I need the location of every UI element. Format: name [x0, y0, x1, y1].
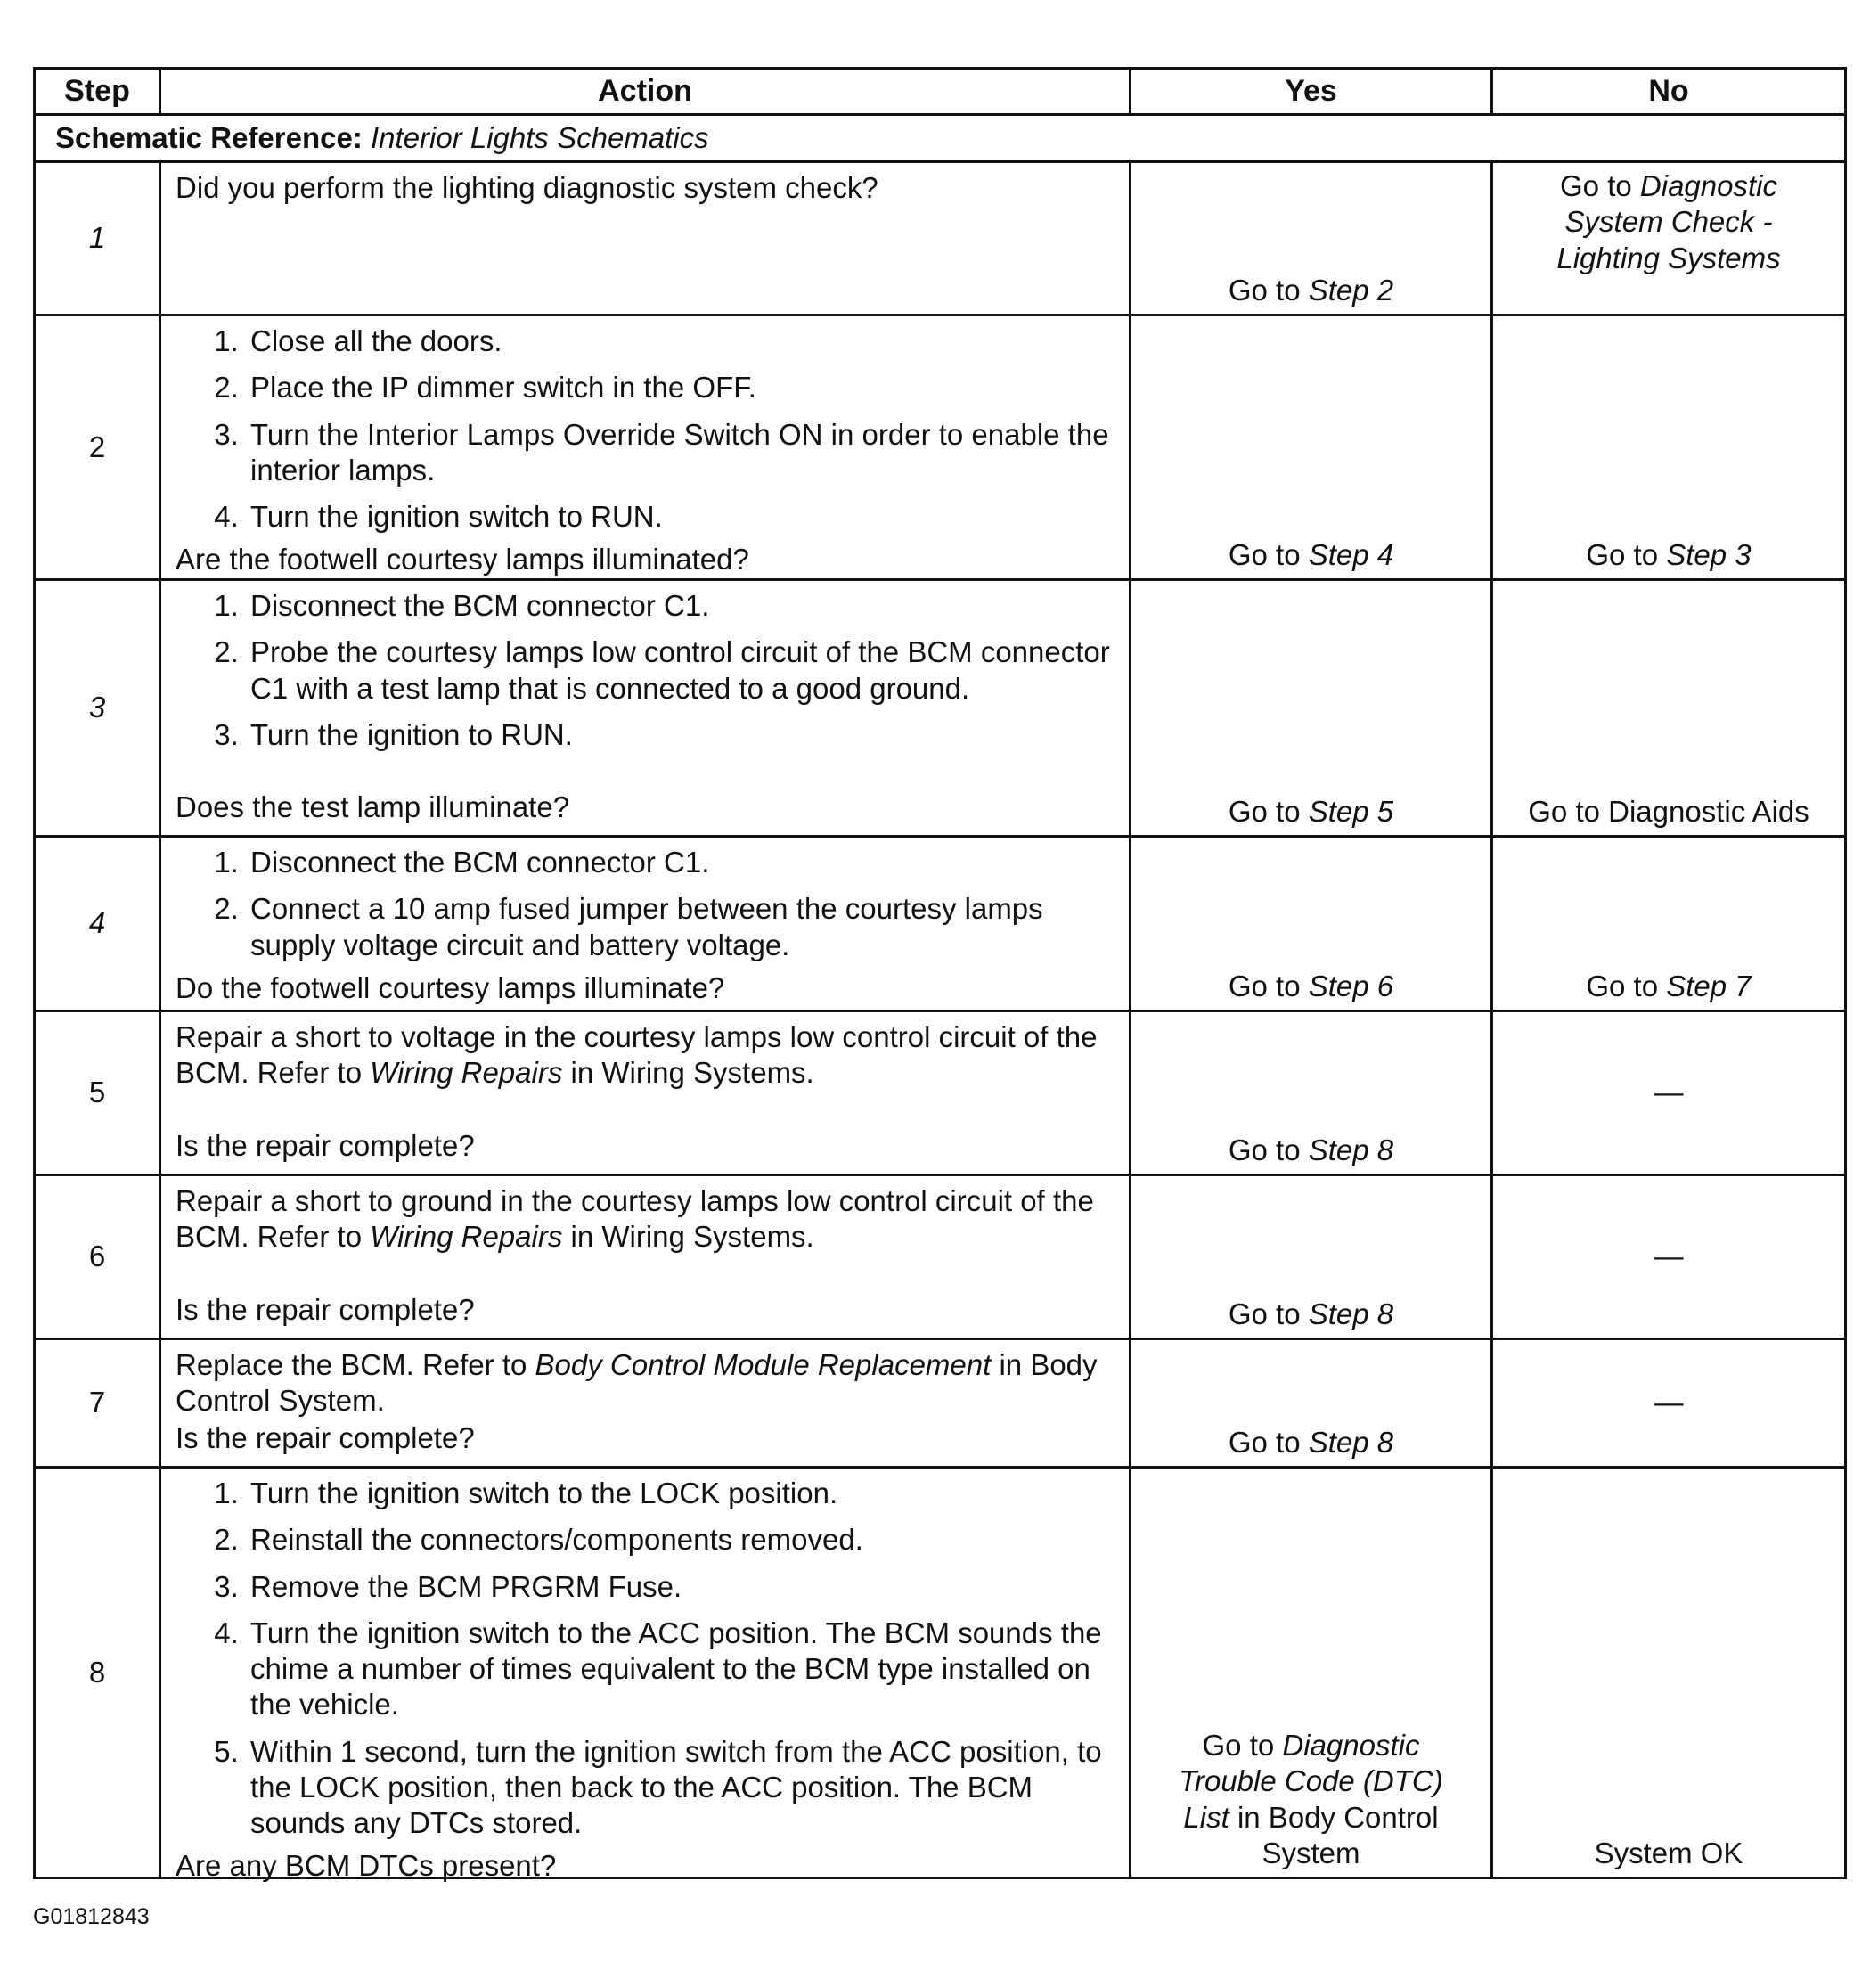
- yes-outcome: [1131, 1469, 1490, 1877]
- action-text-end: in Body Control System.: [176, 1348, 1098, 1418]
- yes-outcome-link[interactable]: Step 8: [1308, 1297, 1394, 1330]
- action-list-item: 1. Close all the doors.: [247, 323, 1113, 359]
- action-question: Does the test lamp illuminate?: [176, 789, 570, 823]
- yes-outcome-link[interactable]: Diagnostic Trouble Code (DTC) List: [1179, 1729, 1443, 1834]
- action-cell: [160, 580, 1131, 837]
- action-content: [176, 1183, 1113, 1328]
- no-outcome: [1493, 1469, 1844, 1877]
- step-row-6: [35, 1175, 1846, 1339]
- step-row-2: [35, 315, 1846, 580]
- action-text-start: Replace the BCM. Refer to: [176, 1348, 535, 1381]
- no-cell: [1492, 315, 1846, 580]
- step-row-1: [35, 162, 1846, 315]
- step-number: 5: [35, 1011, 160, 1175]
- yes-cell: [1131, 580, 1492, 837]
- yes-outcome-text: Go to: [1228, 1133, 1309, 1166]
- no-cell: [1492, 1468, 1846, 1878]
- action-list-item: 1. Turn the ignition switch to the LOCK position.: [247, 1476, 1113, 1511]
- step-number: 4: [35, 837, 160, 1011]
- action-list-item: 3. Remove the BCM PRGRM Fuse.: [247, 1569, 1113, 1605]
- no-outcome-text: —: [1654, 1076, 1684, 1109]
- action-cell: [160, 1175, 1131, 1339]
- yes-outcome-text: [1140, 537, 1482, 573]
- yes-cell: [1131, 837, 1492, 1011]
- yes-outcome-text: [1140, 794, 1482, 830]
- no-cell: [1492, 162, 1846, 315]
- action-question: Do the footwell courtesy lamps illuminate?: [176, 970, 725, 1004]
- action-text: [176, 1019, 1113, 1092]
- yes-outcome-text: [1140, 1728, 1482, 1871]
- yes-outcome-text: [1140, 1425, 1482, 1460]
- no-outcome: [1493, 1012, 1844, 1174]
- no-outcome-text: Go to: [1560, 169, 1640, 202]
- action-list: [176, 1476, 1113, 1841]
- action-list-item: 1. Disconnect the BCM connector C1.: [247, 588, 1113, 624]
- no-cell: [1492, 580, 1846, 837]
- yes-outcome-link[interactable]: Step 8: [1308, 1425, 1394, 1459]
- diagnostic-table: [33, 67, 1847, 1883]
- yes-outcome-text: [1140, 273, 1482, 308]
- yes-outcome-text-after: in Body Control System: [1229, 1800, 1439, 1869]
- schematic-reference-label: Schematic Reference:: [55, 120, 363, 154]
- yes-cell: [1131, 1339, 1492, 1468]
- action-list-item: 4. Turn the ignition switch to RUN.: [247, 499, 1113, 535]
- schematic-reference-link: Interior Lights Schematics: [371, 120, 709, 154]
- yes-cell: [1131, 315, 1492, 580]
- action-cell: [160, 1339, 1131, 1468]
- no-outcome-text: —: [1654, 1239, 1684, 1273]
- no-cell: [1492, 1339, 1846, 1468]
- yes-outcome: [1131, 163, 1490, 314]
- action-top: [176, 1476, 1113, 1848]
- action-question: Is the repair complete?: [176, 1128, 475, 1162]
- action-text: [176, 170, 1113, 206]
- action-top: [176, 323, 1113, 542]
- action-question: Are the footwell courtesy lamps illuminated?: [176, 543, 749, 577]
- action-list-item: 1. Disconnect the BCM connector C1.: [247, 845, 1113, 880]
- action-question: Is the repair complete?: [176, 1420, 475, 1454]
- step-row-7: [35, 1339, 1846, 1468]
- action-list: [176, 323, 1113, 535]
- action-list: [176, 588, 1113, 753]
- no-outcome-text: [1502, 969, 1835, 1004]
- no-outcome-text: Go to Diagnostic Aids: [1528, 794, 1809, 828]
- header-step: Step: [35, 69, 160, 115]
- yes-cell: [1131, 1011, 1492, 1175]
- action-content: [176, 1476, 1113, 1883]
- yes-outcome: [1131, 581, 1490, 835]
- action-content: [176, 170, 1113, 304]
- no-outcome-text: [1502, 794, 1835, 830]
- action-content: [176, 588, 1113, 825]
- yes-outcome-text: Go to: [1228, 794, 1309, 828]
- action-top: [176, 170, 1113, 206]
- yes-outcome-text: Go to: [1228, 537, 1309, 571]
- action-question: Are any BCM DTCs present?: [176, 1849, 557, 1883]
- yes-outcome: [1131, 838, 1490, 1010]
- no-outcome-link[interactable]: Diagnostic System Check - Lighting Systems: [1556, 169, 1781, 274]
- yes-cell: [1131, 1468, 1492, 1878]
- header-row: [35, 69, 1846, 115]
- action-list-item: 4. Turn the ignition switch to the ACC position. The BCM sounds the chime a number of times equivalent to the BCM type installed on the vehicle.: [247, 1616, 1113, 1723]
- action-reference-link[interactable]: Body Control Module Replacement: [535, 1348, 992, 1381]
- no-outcome-text: [1502, 1385, 1835, 1420]
- yes-outcome: [1131, 1012, 1490, 1174]
- no-outcome: [1493, 163, 1844, 314]
- no-outcome: [1493, 838, 1844, 1010]
- action-text-start: Repair a short to ground in the courtesy lamps low control circuit of the BCM. Refer to: [176, 1184, 1094, 1254]
- header-yes: Yes: [1131, 69, 1492, 115]
- yes-outcome-text: [1140, 1297, 1482, 1332]
- yes-outcome-link[interactable]: Step 5: [1308, 794, 1394, 828]
- yes-outcome-text: Go to: [1202, 1729, 1283, 1762]
- yes-outcome-text: Go to: [1228, 273, 1309, 307]
- step-row-4: [35, 837, 1846, 1011]
- step-number: 1: [35, 162, 160, 315]
- step-number: 6: [35, 1175, 160, 1339]
- action-reference-link[interactable]: Wiring Repairs: [370, 1220, 563, 1254]
- action-list: [176, 845, 1113, 963]
- action-top: [176, 1019, 1113, 1092]
- action-question: Is the repair complete?: [176, 1292, 475, 1326]
- action-reference-link[interactable]: Wiring Repairs: [370, 1056, 563, 1090]
- step-row-3: [35, 580, 1846, 837]
- yes-outcome: [1131, 1340, 1490, 1466]
- no-outcome-text: [1502, 1075, 1835, 1110]
- action-text: [176, 1183, 1113, 1256]
- action-content: [176, 323, 1113, 577]
- no-outcome: [1493, 581, 1844, 835]
- step-number: 3: [35, 580, 160, 837]
- no-outcome-text: Go to: [1586, 537, 1667, 571]
- no-outcome-link[interactable]: Step 7: [1666, 969, 1752, 1002]
- yes-outcome-text: Go to: [1228, 969, 1309, 1002]
- figure-id: G01812843: [33, 1904, 150, 1929]
- no-outcome-text: System OK: [1594, 1836, 1743, 1869]
- yes-outcome: [1131, 1176, 1490, 1338]
- header-action: Action: [160, 69, 1131, 115]
- action-list-item: 3. Turn the Interior Lamps Override Switch ON in order to enable the interior lamps.: [247, 417, 1113, 489]
- action-cell: [160, 162, 1131, 315]
- action-cell: [160, 837, 1131, 1011]
- step-number: 7: [35, 1339, 160, 1468]
- no-outcome-link[interactable]: Step 3: [1666, 537, 1752, 571]
- action-list-item: 2. Reinstall the connectors/components removed.: [247, 1522, 1113, 1558]
- schematic-reference-row: [35, 115, 1846, 162]
- step-number: 2: [35, 315, 160, 580]
- yes-outcome-text: [1140, 1133, 1482, 1168]
- no-cell: [1492, 1175, 1846, 1339]
- action-cell: [160, 1468, 1131, 1883]
- no-outcome-text: Go to: [1586, 969, 1667, 1002]
- yes-outcome-link[interactable]: Step 4: [1308, 537, 1394, 571]
- no-outcome-text: [1502, 1239, 1835, 1274]
- no-outcome-text: [1502, 1836, 1835, 1871]
- yes-outcome-text: Go to: [1228, 1425, 1309, 1459]
- action-top: [176, 588, 1113, 760]
- no-outcome-text: [1502, 537, 1835, 573]
- action-cell: [160, 1011, 1131, 1175]
- action-list-item: 2. Place the IP dimmer switch in the OFF.: [247, 370, 1113, 405]
- action-text-start: Repair a short to voltage in the courtesy lamps low control circuit of the BCM. Refer to: [176, 1020, 1098, 1090]
- yes-cell: [1131, 162, 1492, 315]
- yes-outcome-link[interactable]: Step 2: [1308, 273, 1394, 307]
- action-text: [176, 1347, 1113, 1419]
- no-outcome-text: —: [1654, 1386, 1684, 1419]
- action-text-end: in Wiring Systems.: [562, 1220, 814, 1254]
- action-text-start: Did you perform the lighting diagnostic system check?: [176, 171, 878, 204]
- action-cell: [160, 315, 1131, 580]
- yes-outcome: [1131, 316, 1490, 578]
- step-row-8: [35, 1468, 1846, 1878]
- action-list-item: 5. Within 1 second, turn the ignition switch from the ACC position, to the LOCK position, then back to the ACC position. The BCM sounds any DTCs stored.: [247, 1734, 1113, 1842]
- no-outcome: [1493, 1340, 1844, 1466]
- no-cell: [1492, 837, 1846, 1011]
- yes-outcome-link[interactable]: Step 6: [1308, 969, 1394, 1002]
- action-list-item: 2. Connect a 10 amp fused jumper between the courtesy lamps supply voltage circuit and battery voltage.: [247, 891, 1113, 963]
- yes-outcome-link[interactable]: Step 8: [1308, 1133, 1394, 1166]
- action-top: [176, 1183, 1113, 1256]
- yes-outcome-text: [1140, 969, 1482, 1004]
- yes-outcome-text: Go to: [1228, 1297, 1309, 1330]
- no-cell: [1492, 1011, 1846, 1175]
- yes-cell: [1131, 1175, 1492, 1339]
- no-outcome: [1493, 1176, 1844, 1338]
- header-no: No: [1492, 69, 1846, 115]
- action-list-item: 3. Turn the ignition to RUN.: [247, 717, 1113, 753]
- action-content: [176, 1347, 1113, 1456]
- step-number: 8: [35, 1468, 160, 1878]
- action-content: [176, 1019, 1113, 1164]
- schematic-reference: [35, 115, 1846, 162]
- action-list-item: 2. Probe the courtesy lamps low control circuit of the BCM connector C1 with a test lamp that is connected to a good ground.: [247, 634, 1113, 707]
- step-row-5: [35, 1011, 1846, 1175]
- action-top: [176, 845, 1113, 970]
- action-text-end: in Wiring Systems.: [562, 1056, 814, 1090]
- no-outcome-text: [1502, 168, 1835, 276]
- action-top: [176, 1347, 1113, 1419]
- action-content: [176, 845, 1113, 1004]
- no-outcome: [1493, 316, 1844, 578]
